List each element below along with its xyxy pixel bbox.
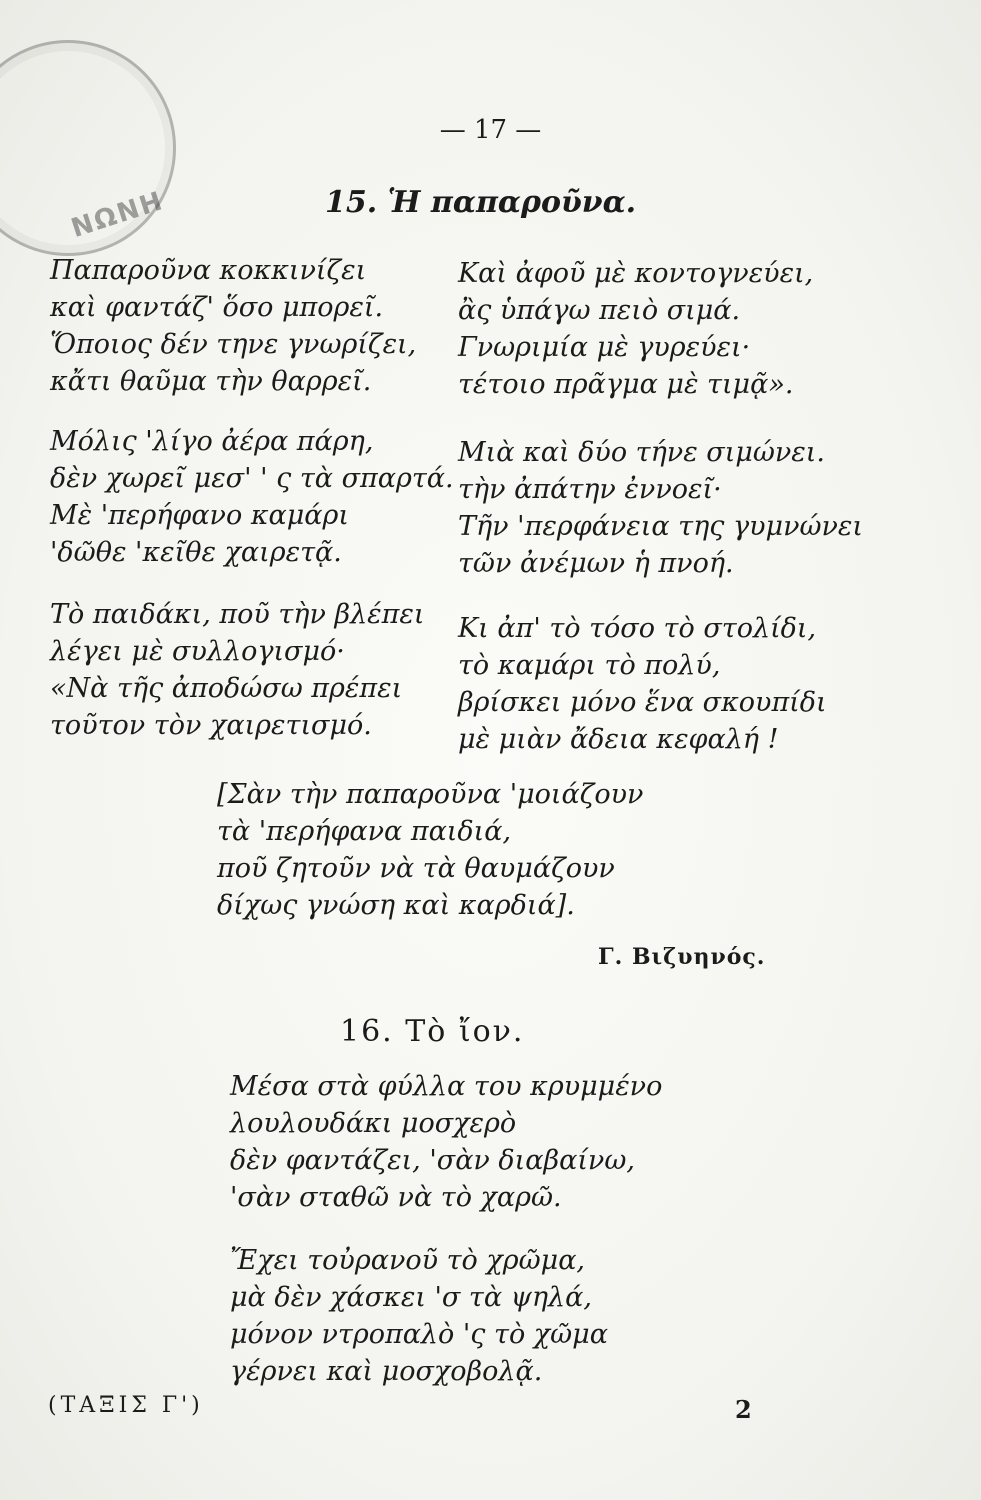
verse-line: Μόλις 'λίγο ἀέρα πάρη, (50, 426, 374, 457)
poem-16-stanza-1 (230, 1068, 662, 1216)
verse-line: ποῦ ζητοῦν νὰ τὰ θαυμάζουν (217, 853, 615, 884)
verse-line: Καὶ ἀφοῦ μὲ κοντογνεύει, (458, 258, 814, 289)
verse-line: τοῦτον τὸν χαιρετισμό. (50, 710, 372, 741)
signature-mark: 2 (735, 1395, 752, 1424)
verse-line: Γνωριμία μὲ γυρεύει· (458, 332, 751, 363)
verse-line: δὲν χωρεῖ μεσ' ' ς τὰ σπαρτά. (50, 463, 454, 494)
verse-line: ἂς ὑπάγω πειὸ σιμά. (458, 295, 741, 326)
verse-line: τὴν ἀπάτην ἐννοεῖ· (458, 474, 722, 505)
poem-15-left-stanza-2 (50, 423, 454, 571)
verse-line: δὲν φαντάζει, 'σὰν διαβαίνω, (230, 1145, 635, 1176)
poem-16-title: 16. Τὸ ἴον. (340, 1014, 525, 1049)
poem-15-right-stanza-1 (458, 255, 813, 403)
verse-line: 'σὰν σταθῶ νὰ τὸ χαρῶ. (230, 1182, 562, 1213)
verse-line: τῶν ἀνέμων ἡ πνοή. (458, 548, 734, 579)
poem-15-author: Γ. Βιζυηνός. (598, 944, 766, 970)
verse-line: λουλουδάκι μοσχερὸ (230, 1108, 517, 1139)
verse-line: Τὸ παιδάκι, ποῦ τὴν βλέπει (50, 599, 425, 630)
verse-line: μὲ μιὰν ἄδεια κεφαλή ! (458, 724, 779, 755)
verse-line: γέρνει καὶ μοσχοβολᾷ. (230, 1356, 543, 1387)
verse-line: βρίσκει μόνο ἕνα σκουπίδι (458, 687, 827, 718)
verse-line: τὰ 'περήφανα παιδιά, (217, 816, 512, 847)
poem-15-right-stanza-3 (458, 610, 827, 758)
verse-line: Μιὰ καὶ δύο τήνε σιμώνει. (458, 437, 825, 468)
verse-line: καὶ φαντάζ' ὅσο μπορεῖ. (50, 292, 384, 323)
verse-line: Μὲ 'περήφανο καμάρι (50, 500, 349, 531)
verse-line: μόνον ντροπαλὸ 'ς τὸ χῶμα (230, 1319, 608, 1350)
poem-15-title: 15. Ἡ παπαροῦνα. (325, 185, 637, 220)
verse-line: Ὅποιος δέν τηνε γνωρίζει, (50, 329, 417, 360)
verse-line: [Σὰν τὴν παπαροῦνα 'μοιάζουν (217, 779, 644, 810)
verse-line: Τῆν 'περφάνεια της γυμνώνει (458, 511, 863, 542)
verse-line: «Νὰ τῆς ἀποδώσω πρέπει (50, 673, 403, 704)
class-label: (ΤΑΞΙΣ Γ') (48, 1393, 204, 1418)
poem-15-right-stanza-2 (458, 434, 863, 582)
verse-line: τὸ καμάρι τὸ πολύ, (458, 650, 721, 681)
poem-15-left-stanza-1 (50, 252, 416, 400)
verse-line: λέγει μὲ συλλογισμό· (50, 636, 345, 667)
verse-line: Κι ἀπ' τὸ τόσο τὸ στολίδι, (458, 613, 817, 644)
page-number: — 17 — (439, 115, 542, 145)
verse-line: Ἔχει τοὐρανοῦ τὸ χρῶμα, (230, 1245, 586, 1276)
verse-line: κἄτι θαῦμα τὴν θαρρεῖ. (50, 366, 372, 397)
poem-15-left-stanza-3 (50, 596, 425, 744)
verse-line: 'δῶθε 'κεῖθε χαιρετᾷ. (50, 537, 342, 568)
verse-line: τέτοιο πρᾶγμα μὲ τιμᾷ». (458, 369, 794, 400)
verse-line: Μέσα στὰ φύλλα του κρυμμένο (230, 1071, 663, 1102)
verse-line: μὰ δὲν χάσκει 'σ τὰ ψηλά, (230, 1282, 592, 1313)
verse-line: Παπαροῦνα κοκκινίζει (50, 255, 367, 286)
verse-line: δίχως γνώση καὶ καρδιά]. (217, 890, 575, 921)
library-stamp-text: NΩNH (67, 185, 168, 245)
poem-16-stanza-2 (230, 1242, 608, 1390)
poem-15-closing-stanza (217, 776, 643, 924)
